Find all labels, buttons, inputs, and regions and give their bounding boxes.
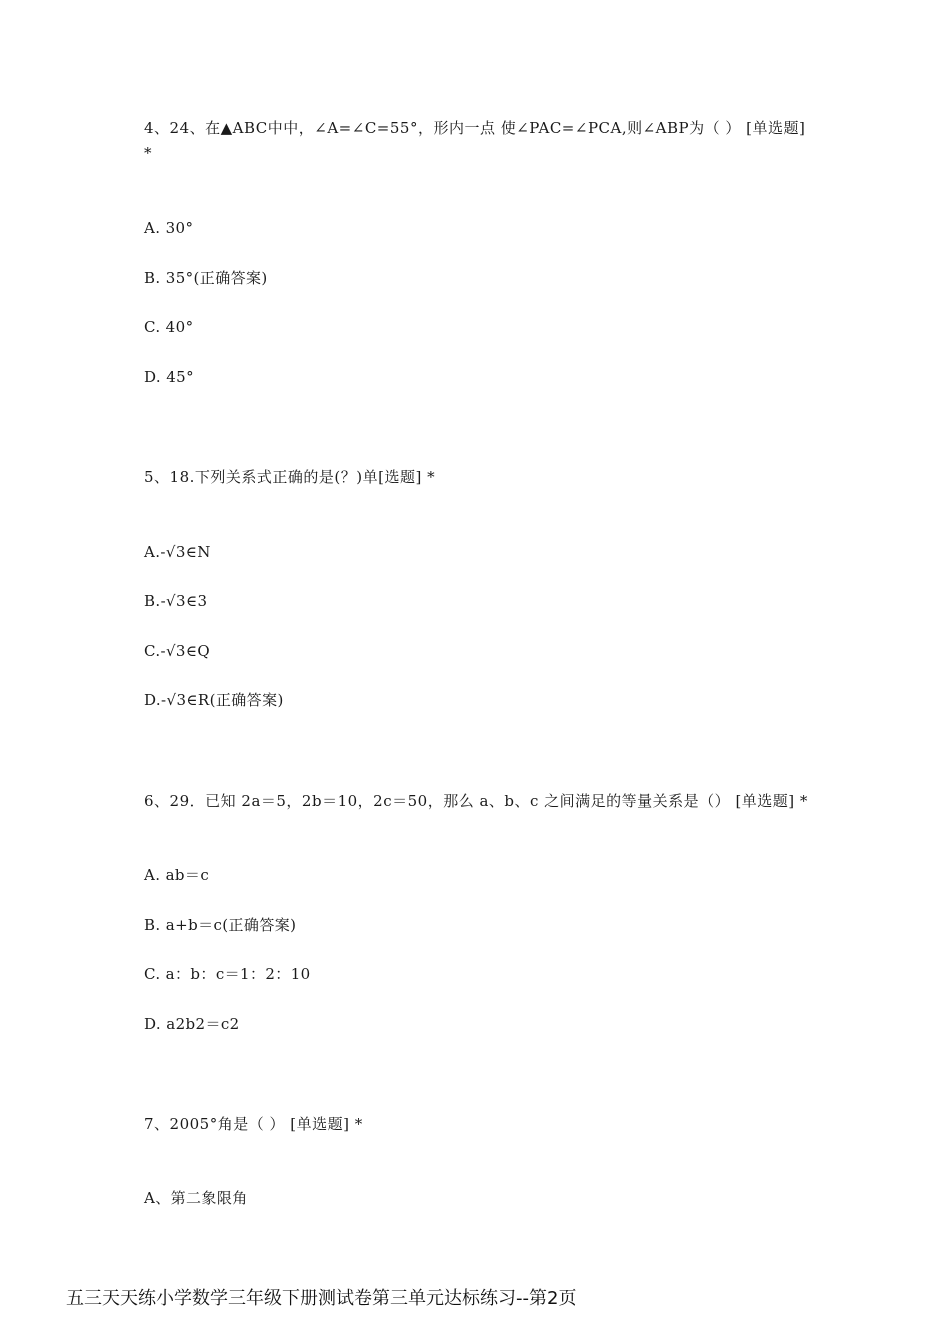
question-stem: 4、24、在▲ABC中中，∠A=∠C=55°，形内一点 使∠PAC=∠PCA,则∠ABP为（ ） [单选题] * xyxy=(144,119,806,162)
option-a: A、第二象限角 xyxy=(144,1189,248,1207)
option-d: D.-√3∈R(正确答案) xyxy=(144,691,284,709)
option-b: B.-√3∈3 xyxy=(144,592,208,610)
option-a: A.-√3∈N xyxy=(144,543,211,561)
option-b: B. 35°(正确答案) xyxy=(144,269,268,287)
question-stem: 7、2005°角是（ ） [单选题] * xyxy=(144,1115,363,1133)
option-a: A. 30° xyxy=(144,219,194,237)
option-a: A. ab＝c xyxy=(144,866,210,884)
option-b: B. a+b＝c(正确答案) xyxy=(144,916,297,934)
option-c: C. 40° xyxy=(144,318,194,336)
page-footer: 五三天天练小学数学三年级下册测试卷第三单元达标练习--第2页 xyxy=(66,1288,577,1309)
option-c: C.-√3∈Q xyxy=(144,642,211,660)
option-d: D. 45° xyxy=(144,368,195,386)
question-stem: 5、18.下列关系式正确的是(？)单[选题] * xyxy=(144,468,436,486)
option-d: D. a2b2＝c2 xyxy=(144,1015,240,1033)
question-stem: 6、29．已知 2a＝5，2b＝10，2c＝50，那么 a、b、c 之间满足的等量关系是（） [单选题] * xyxy=(144,792,808,810)
option-c: C. a：b：c＝1：2：10 xyxy=(144,965,311,983)
